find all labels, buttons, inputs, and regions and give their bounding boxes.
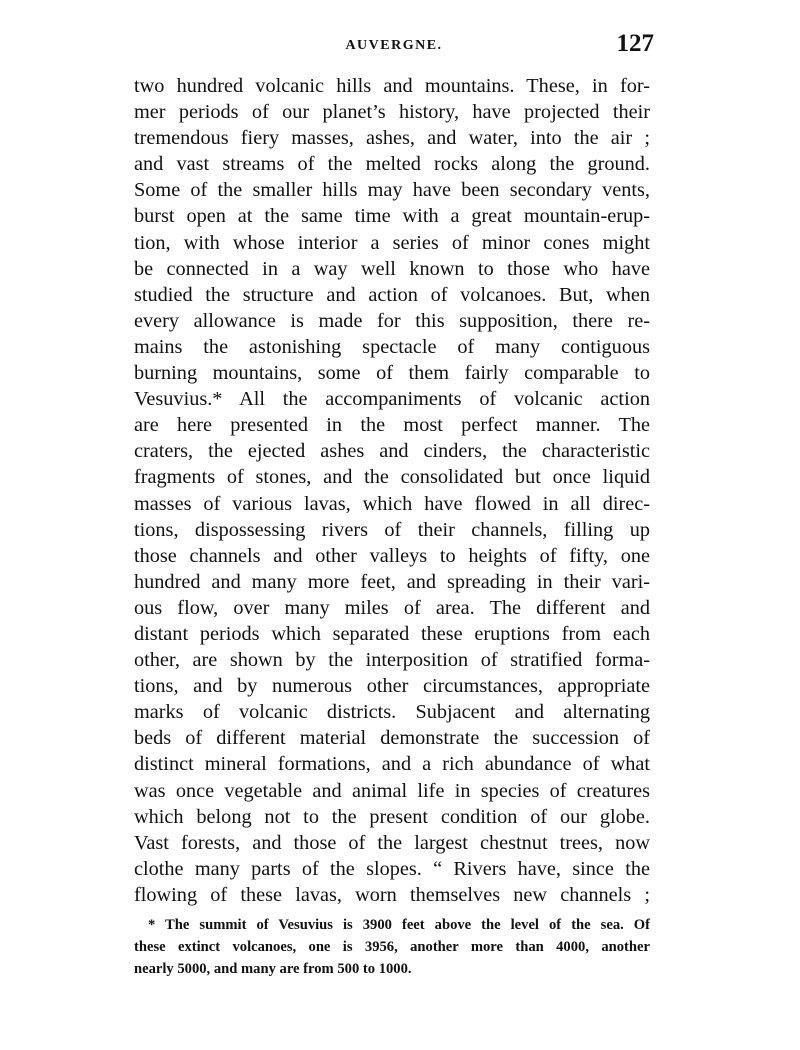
body-line: other, are shown by the interposition of stratified forma- xyxy=(134,649,650,672)
footnote-line: * The summit of Vesuvius is 3900 feet above the level of the sea. Of xyxy=(148,917,650,933)
footnote xyxy=(134,914,650,980)
body-line: and vast streams of the melted rocks along the ground. xyxy=(134,153,650,176)
body-line: tions, dispossessing rivers of their channels, filling up xyxy=(134,518,650,541)
body-line: beds of different material demonstrate the succession of xyxy=(134,727,650,750)
body-line: Vesuvius.* All the accompaniments of volcanic action xyxy=(134,388,650,411)
footnote-line: nearly 5000, and many are from 500 to 1000. xyxy=(134,961,412,977)
body-line: tremendous fiery masses, ashes, and water, into the air ; xyxy=(134,127,650,150)
page-header xyxy=(134,30,654,60)
body-line: burning mountains, some of them fairly comparable to xyxy=(134,362,650,385)
body-line: Some of the smaller hills may have been secondary vents, xyxy=(134,179,650,202)
body-line: ous flow, over many miles of area. The different and xyxy=(134,596,650,619)
body-line: distinct mineral formations, and a rich abundance of what xyxy=(134,753,650,776)
body-line: marks of volcanic districts. Subjacent and alternating xyxy=(134,701,650,724)
body-line: every allowance is made for this supposition, there re- xyxy=(134,309,650,332)
body-line: clothe many parts of the slopes. “ Rivers have, since the xyxy=(134,857,650,880)
body-line: be connected in a way well known to those who have xyxy=(134,257,650,280)
body-line: distant periods which separated these eruptions from each xyxy=(134,622,650,645)
body-line: mains the astonishing spectacle of many contiguous xyxy=(134,335,650,358)
running-head: AUVERGNE. xyxy=(345,38,443,53)
body-line: which belong not to the present condition of our globe. xyxy=(134,805,650,828)
body-line: Vast forests, and those of the largest chestnut trees, now xyxy=(134,831,650,854)
body-line: hundred and many more feet, and spreading in their vari- xyxy=(134,570,650,593)
body-line: tions, and by numerous other circumstances, appropriate xyxy=(134,675,650,698)
body-line: craters, the ejected ashes and cinders, the characteristic xyxy=(134,440,650,463)
body-line: masses of various lavas, which have flowed in all direc- xyxy=(134,492,650,515)
body-line: fragments of stones, and the consolidated but once liquid xyxy=(134,466,650,489)
body-text xyxy=(134,73,650,908)
footnote-line: these extinct volcanoes, one is 3956, another more than 4000, another xyxy=(134,939,650,955)
body-line: studied the structure and action of volcanoes. But, when xyxy=(134,283,650,306)
body-line: tion, with whose interior a series of minor cones might xyxy=(134,231,650,254)
body-line: those channels and other valleys to heights of fifty, one xyxy=(134,544,650,567)
body-line: two hundred volcanic hills and mountains. These, in for- xyxy=(134,75,650,97)
body-line: burst open at the same time with a great mountain-erup- xyxy=(134,205,650,228)
body-line: are here presented in the most perfect manner. The xyxy=(134,414,650,437)
body-line: mer periods of our planet’s history, have projected their xyxy=(134,101,650,124)
body-line: was once vegetable and animal life in species of creatures xyxy=(134,779,650,802)
page-number: 127 xyxy=(616,30,654,57)
body-line: flowing of these lavas, worn themselves new channels ; xyxy=(134,883,650,906)
